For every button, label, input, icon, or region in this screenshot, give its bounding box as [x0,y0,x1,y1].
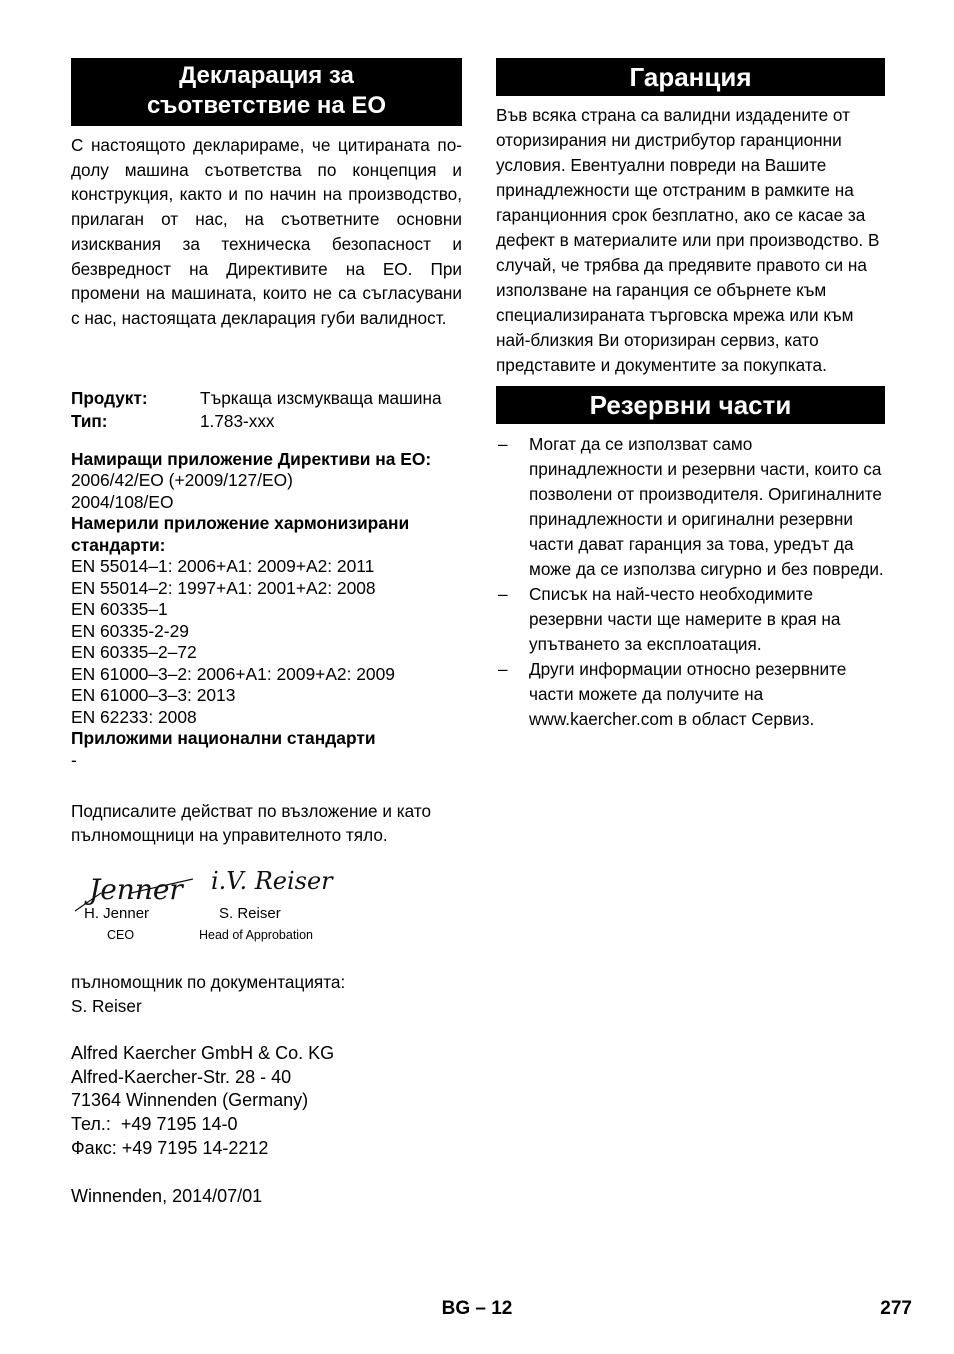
directive-item: 2006/42/ЕО (+2009/127/ЕО) [71,470,293,491]
list-item [496,432,885,582]
directives-block [71,449,462,772]
standard-item: EN 61000–3–3: 2013 [71,685,236,706]
directive-item: 2004/108/ЕО [71,491,174,512]
signer1-role: CEO [107,928,135,943]
signature-jenner-script: Jenner [89,873,183,907]
bullet-dash: – [498,659,508,679]
standard-item: EN 55014–1: 2006+A1: 2009+A2: 2011 [71,556,375,577]
declaration-title [71,58,462,126]
doc-agent-name: S. Reiser [71,995,142,1016]
bullet-dash: – [498,584,508,604]
declaration-column [71,58,462,1209]
product-value: Търкаща изсмукваща машина [200,387,442,408]
signature-reiser-script: i.V. Reiser [211,867,333,896]
place-date: Winnenden, 2014/07/01 [71,1186,263,1207]
spare-parts-list [496,432,885,732]
declaration-title-line1: Декларация за [179,62,354,89]
doc-agent-label: пълномощник по документацията: [71,972,346,993]
warranty-text: Във всяка страна са валидни издадените от оторизирания ни дистрибутор гаранционни условия. Евентуални повреди на Вашите принадлежности ще отстраним в рамките на гаранционния срок безплатно, ако се касае за дефект в материалите или при производство. В случай, че трябва да предявите правото си на използване на гаранция се обърнете към специализираната търговска мрежа или към най-близкия Ви оторизиран сервиз, като представите и документите за покупката. [496,105,880,375]
bullet-dash: – [498,434,508,454]
standard-item: EN 60335–1 [71,599,168,620]
declaration-intro: С настоящото декларираме, че цитираната по-долу машина съответства по концепция и конструкция, както и по начин на производство, прилаган от нас, на съответните основни изисквания за техническа безопасност и безвредност на Директивите на ЕО. При промени на машината, които не са съгласувани с нас, настоящата декларация губи валидност. [71,135,462,328]
standards-heading: Намерили приложение хармонизирани стандарти: [71,513,410,555]
type-row [71,410,462,433]
declaration-title-line2: съответствие на ЕО [146,92,387,119]
national-standards-value: - [71,749,77,770]
company-phone: Тел.: +49 7195 14-0 [71,1113,238,1134]
standard-item: EN 62233: 2008 [71,706,197,727]
standard-item: EN 61000–3–2: 2006+A1: 2009+A2: 2009 [71,663,395,684]
standard-item: EN 55014–2: 1997+A1: 2001+A2: 2008 [71,577,376,598]
signer2-name: S. Reiser [219,905,281,923]
signer2-role: Head of Approbation [199,928,313,943]
warranty-title: Гаранция [496,58,885,96]
spare-parts-item-3: Други информации относно резервните части можете да получите на www.kaercher.com в област Сервиз. [529,659,847,729]
doc-agent-block [71,971,462,1018]
type-label: Тип: [71,410,108,431]
list-item [496,582,885,657]
right-column [496,58,885,732]
standard-item: EN 60335–2–72 [71,642,197,663]
page-number: 277 [880,1298,912,1319]
spare-parts-item-2: Списък на най-често необходимите резервни части ще намерите в края на упътването за експлоатация. [529,584,841,654]
type-value: 1.783-xxx [200,410,275,431]
directives-heading: Намиращи приложение Директиви на ЕО: [71,448,432,469]
product-row [71,387,462,410]
signatories-text: Подписалите действат по възложение и като пълномощници на управителното тяло. [71,801,432,846]
company-street: Alfred-Kaercher-Str. 28 - 40 [71,1066,292,1087]
spare-parts-item-1: Могат да се използват само принадлежности и резервни части, които са позволени от производителя. Оригиналните принадлежности и оригинални резервни части дават гаранция за това, уредът да може да се използва сигурно и без повреди. [529,434,884,579]
signer1-name: H. Jenner [84,905,150,923]
company-address [71,1042,462,1160]
standard-item: EN 60335-2-29 [71,620,189,641]
list-item [496,657,885,732]
footer-section: BG – 12 [441,1298,513,1319]
spare-parts-title: Резервни части [496,386,885,424]
company-city: 71364 Winnenden (Germany) [71,1090,309,1111]
national-standards-heading: Приложими национални стандарти [71,728,376,749]
product-label: Продукт: [71,387,148,408]
signatures [71,847,462,957]
company-fax: Факс: +49 7195 14-2212 [71,1137,269,1158]
company-name: Alfred Kaercher GmbH & Co. KG [71,1043,335,1064]
